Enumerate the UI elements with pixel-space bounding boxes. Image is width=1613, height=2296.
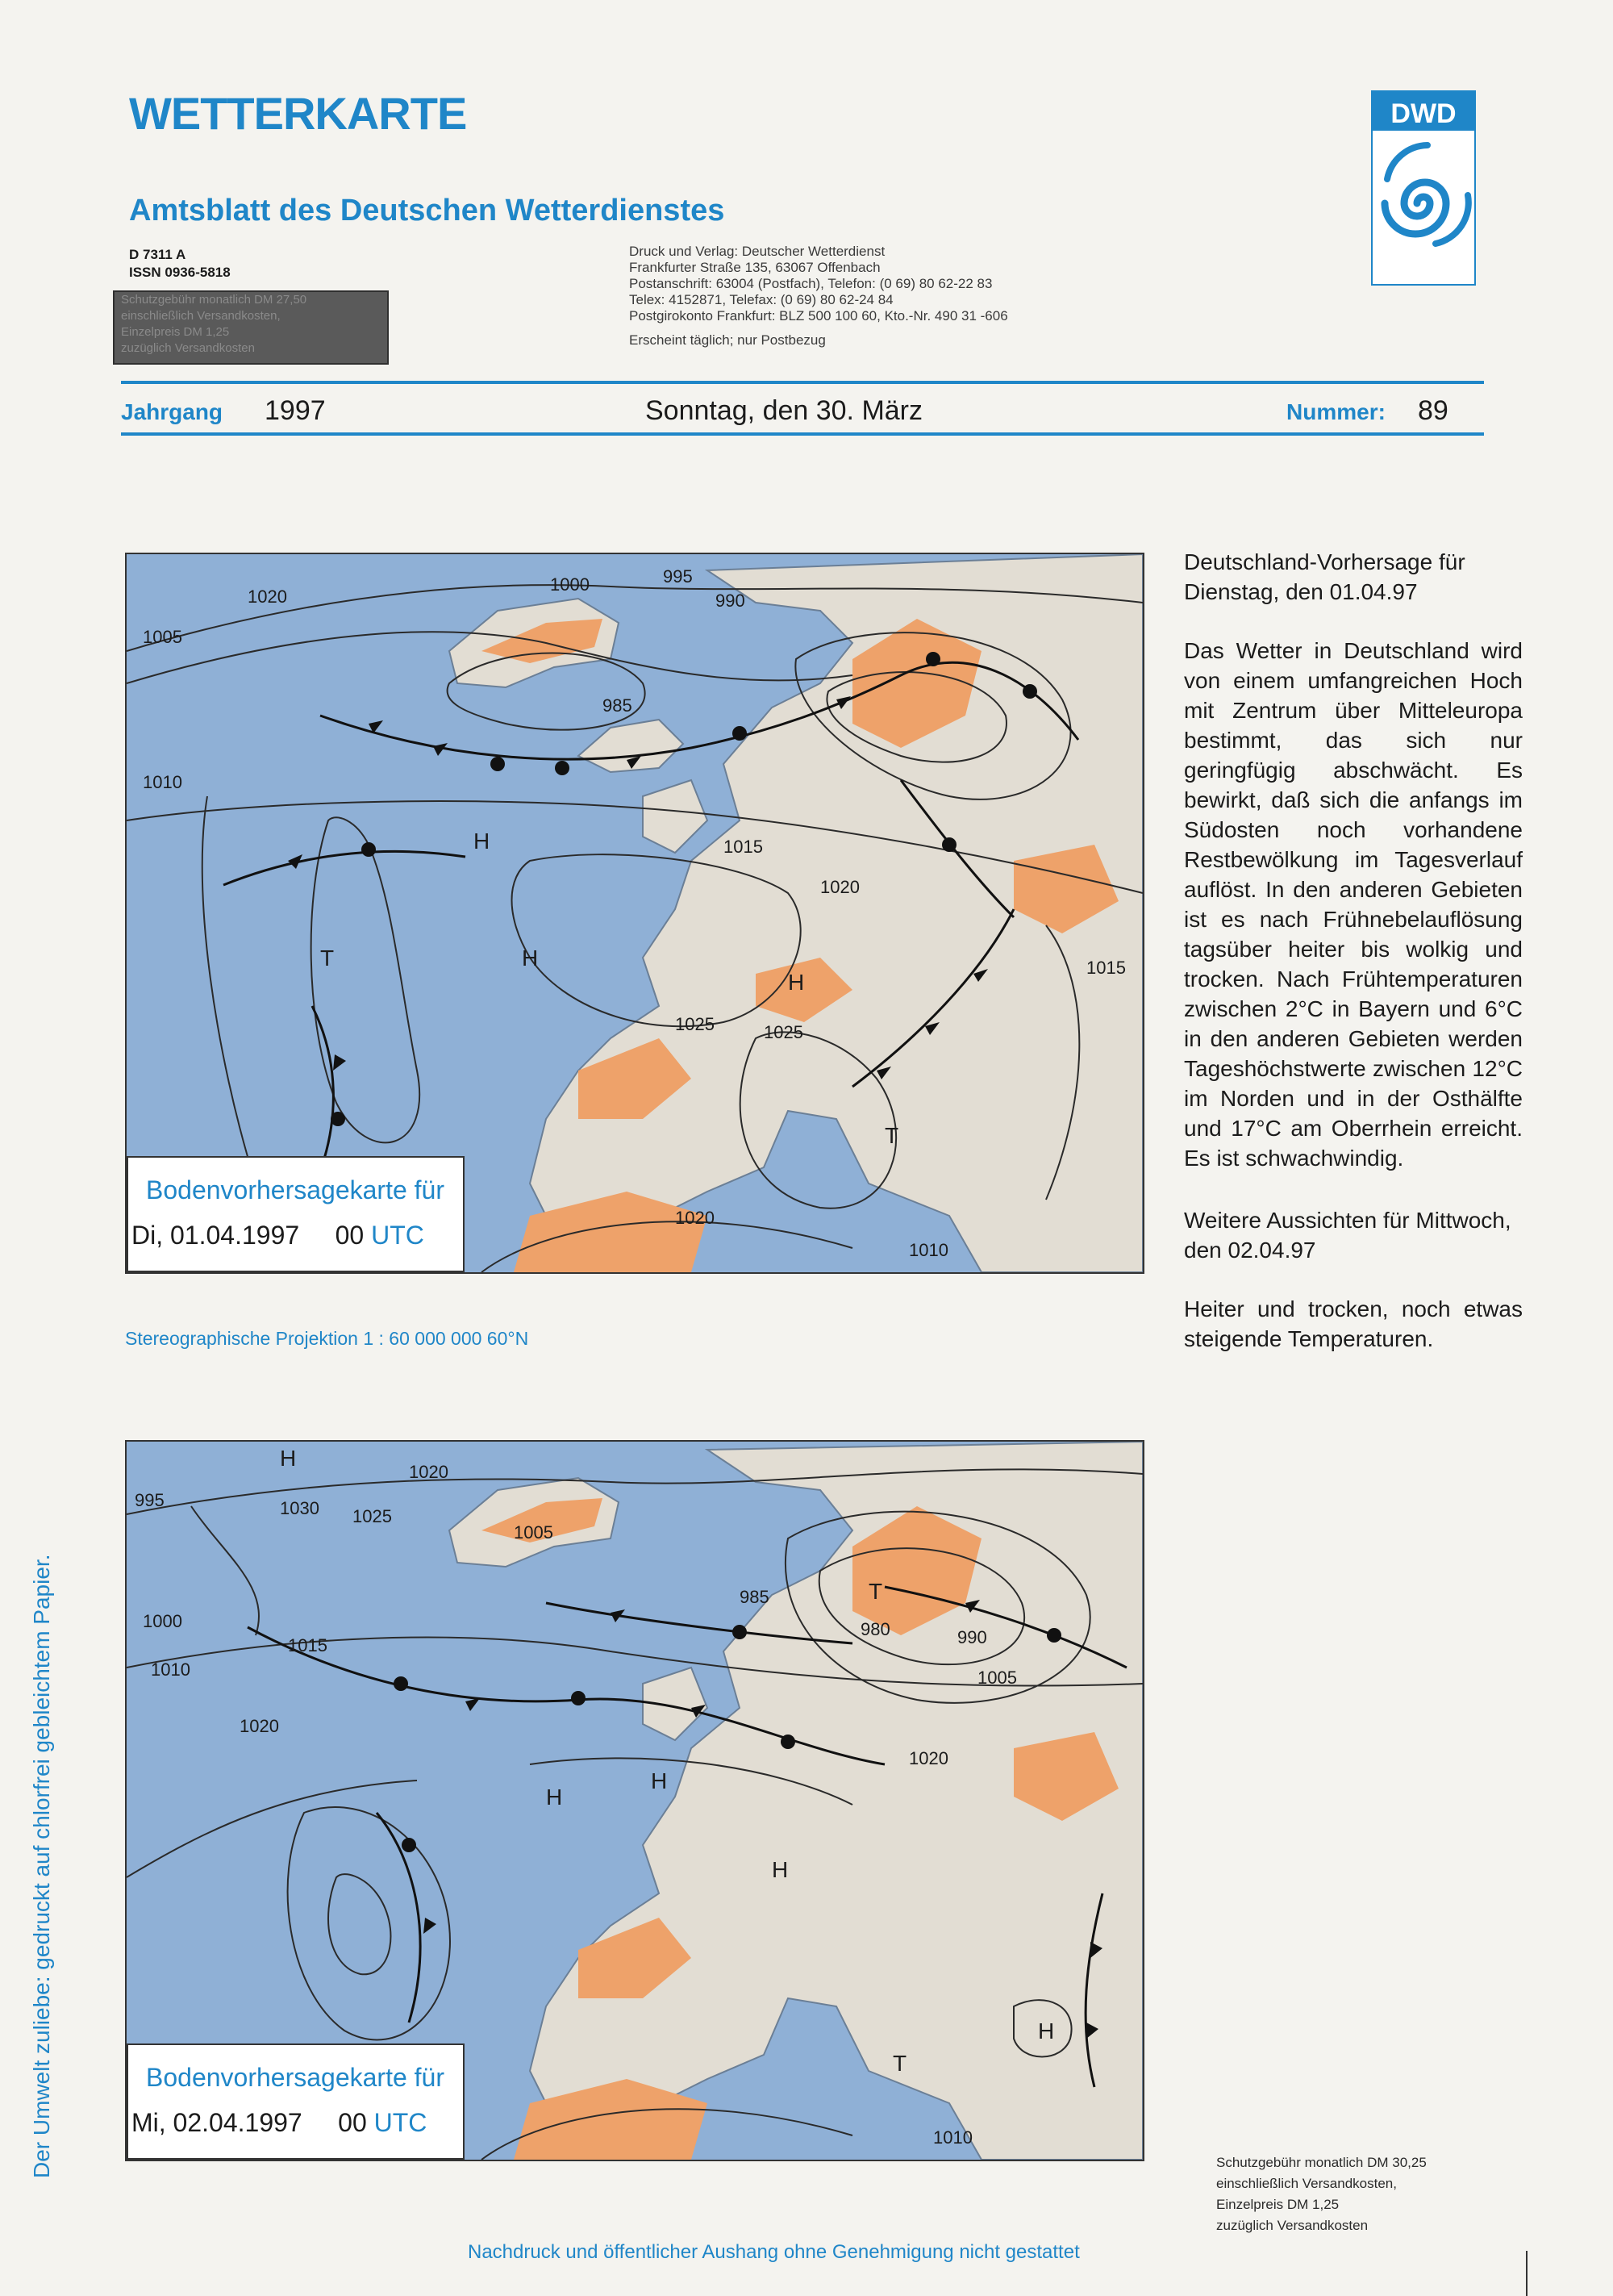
- caption-utc: UTC: [373, 2108, 427, 2137]
- environment-note: Der Umwelt zuliebe: gedruckt auf chlorfrei gebleichtem Papier.: [29, 1554, 54, 2178]
- caption-time: 00: [338, 2108, 367, 2137]
- high-pressure-label: H: [788, 970, 805, 995]
- forecast-column: [1184, 547, 1523, 1383]
- publisher-info: [629, 244, 1008, 349]
- publisher-line: Postgirokonto Frankfurt: BLZ 500 100 60, Kto.-Nr. 490 31 -606: [629, 308, 1008, 324]
- forecast-body-1: Das Wetter in Deutschland wird von einem umfangreichen Hoch mit Zentrum über Mitteleuropa bestimmt, das sich nur geringfügig abschwächt. Es bewirkt, daß sich die anfangs im Südosten noch vorhandene Restbewölkung im Tagesverlauf auflöst. In den anderen Gebieten ist es nach Frühnebelauflösung tagsüber heiter bis wolkig und trocken. Nach Frühtemperaturen zwischen 2°C in Bayern und 6°C in den anderen Gebieten werden Tageshöchstwerte zwischen 12°C im Norden und in der Osthälfte und 17°C am Oberrhein erreicht. Es ist schwachwindig.: [1184, 638, 1523, 1171]
- publication-code: D 7311 A: [129, 247, 186, 262]
- fee-line: einschließlich Versandkosten,: [121, 309, 281, 323]
- fee-line: zuzüglich Versandkosten: [1216, 2218, 1369, 2233]
- isobar-label: 1030: [280, 1498, 319, 1518]
- isobar-label: 1010: [933, 2127, 973, 2148]
- low-pressure-label: T: [885, 1123, 899, 1148]
- isobar-label: 1025: [352, 1506, 392, 1526]
- caption-datetime: [131, 2108, 427, 2138]
- isobar-label: 1015: [723, 837, 763, 857]
- isobar-label: 1015: [1086, 958, 1126, 978]
- divider-top: [121, 381, 1484, 384]
- isobar-label: 1025: [764, 1022, 803, 1042]
- caption-date: Mi, 02.04.1997: [131, 2108, 302, 2137]
- isobar-label: 1020: [675, 1208, 715, 1228]
- page-title: WETTERKARTE: [129, 88, 467, 139]
- isobar-label: 995: [663, 566, 693, 587]
- isobar-label: 990: [957, 1627, 987, 1647]
- isobar-label: 990: [715, 591, 745, 611]
- isobar-label: 1015: [288, 1635, 327, 1655]
- isobar-label: 1010: [143, 772, 182, 792]
- footer-notice: Nachdruck und öffentlicher Aushang ohne Genehmigung nicht gestattet: [468, 2241, 1080, 2263]
- logo-text: DWD: [1390, 98, 1457, 129]
- publisher-line: Postanschrift: 63004 (Postfach), Telefon: (0 69) 80 62-22 83: [629, 276, 993, 291]
- fee-line: zuzüglich Versandkosten: [121, 341, 255, 355]
- fee-line: Schutzgebühr monatlich DM 30,25: [1216, 2155, 1427, 2170]
- publisher-line: Druck und Verlag: Deutscher Wetterdienst: [629, 244, 886, 259]
- high-pressure-label: H: [473, 829, 490, 854]
- nummer-value: 89: [1418, 395, 1448, 426]
- fee-line: Einzelpreis DM 1,25: [121, 325, 230, 339]
- isobar-label: 995: [135, 1490, 165, 1510]
- caption-title: Bodenvorhersagekarte für: [146, 2063, 444, 2092]
- map-2-caption: [127, 2043, 465, 2160]
- publisher-line: Frankfurter Straße 135, 63067 Offenbach: [629, 260, 881, 275]
- isobar-label: 1020: [248, 587, 287, 607]
- divider-bottom: [121, 432, 1484, 436]
- nummer-label: Nummer:: [1286, 399, 1386, 424]
- high-pressure-label: H: [651, 1768, 668, 1793]
- isobar-label: 985: [740, 1587, 769, 1607]
- edge-mark: [1526, 2251, 1528, 2296]
- isobar-label: 1005: [143, 627, 182, 647]
- isobar-label: 1010: [909, 1240, 948, 1260]
- weather-map-1: [125, 553, 1144, 1274]
- map-1-caption: [127, 1156, 465, 1272]
- publisher-note: Erscheint täglich; nur Postbezug: [629, 332, 826, 348]
- fee-line: Schutzgebühr monatlich DM 27,50: [121, 293, 307, 307]
- fee-line: einschließlich Versandkosten,: [1216, 2176, 1397, 2191]
- caption-utc: UTC: [371, 1221, 424, 1250]
- isobar-label: 1020: [240, 1716, 279, 1736]
- isobar-label: 1020: [909, 1748, 948, 1768]
- isobar-label: 1025: [675, 1014, 715, 1034]
- forecast-body-2: Heiter und trocken, noch etwas steigende Temperaturen.: [1184, 1296, 1523, 1351]
- caption-title: Bodenvorhersagekarte für: [146, 1175, 444, 1204]
- isobar-label: 980: [861, 1619, 890, 1639]
- low-pressure-label: T: [893, 2051, 907, 2076]
- high-pressure-label: H: [772, 1857, 789, 1882]
- isobar-label: 1010: [151, 1659, 190, 1680]
- weather-map-2: [125, 1440, 1144, 2161]
- caption-date: Di, 01.04.1997: [131, 1221, 300, 1250]
- dwd-logo: [1371, 90, 1476, 286]
- publisher-line: Telex: 4152871, Telefax: (0 69) 80 62-24 84: [629, 292, 894, 307]
- fee-box-redacted: [113, 290, 389, 365]
- forecast-heading-2: Weitere Aussichten für Mittwoch, den 02.04.97: [1184, 1208, 1511, 1263]
- caption-datetime: [131, 1221, 424, 1250]
- page-subtitle: Amtsblatt des Deutschen Wetterdienstes: [129, 194, 725, 228]
- isobar-label: 1005: [514, 1522, 553, 1542]
- fee-bottom: [1216, 2152, 1427, 2236]
- isobar-label: 1020: [409, 1462, 448, 1482]
- high-pressure-label: H: [522, 946, 539, 971]
- forecast-heading-1: Deutschland-Vorhersage für Dienstag, den 01.04.97: [1184, 549, 1465, 604]
- high-pressure-label: H: [546, 1785, 563, 1810]
- low-pressure-label: T: [320, 946, 335, 971]
- issn-code: ISSN 0936-5818: [129, 265, 231, 280]
- high-pressure-label: H: [280, 1446, 297, 1471]
- publication-codes: [129, 246, 231, 282]
- low-pressure-label: T: [869, 1579, 883, 1604]
- isobar-label: 1020: [820, 877, 860, 897]
- caption-time: 00: [335, 1221, 365, 1250]
- isobar-label: 1005: [977, 1668, 1017, 1688]
- isobar-label: 1000: [143, 1611, 182, 1631]
- projection-note: Stereographische Projektion 1 : 60 000 000 60°N: [125, 1328, 529, 1349]
- jahrgang-label: Jahrgang: [121, 399, 223, 424]
- isobar-label: 1000: [550, 574, 590, 595]
- issue-date: Sonntag, den 30. März: [645, 395, 923, 426]
- fee-line: Einzelpreis DM 1,25: [1216, 2197, 1340, 2212]
- isobar-label: 985: [602, 695, 632, 716]
- jahrgang-value: 1997: [265, 395, 326, 426]
- high-pressure-label: H: [1038, 2018, 1055, 2043]
